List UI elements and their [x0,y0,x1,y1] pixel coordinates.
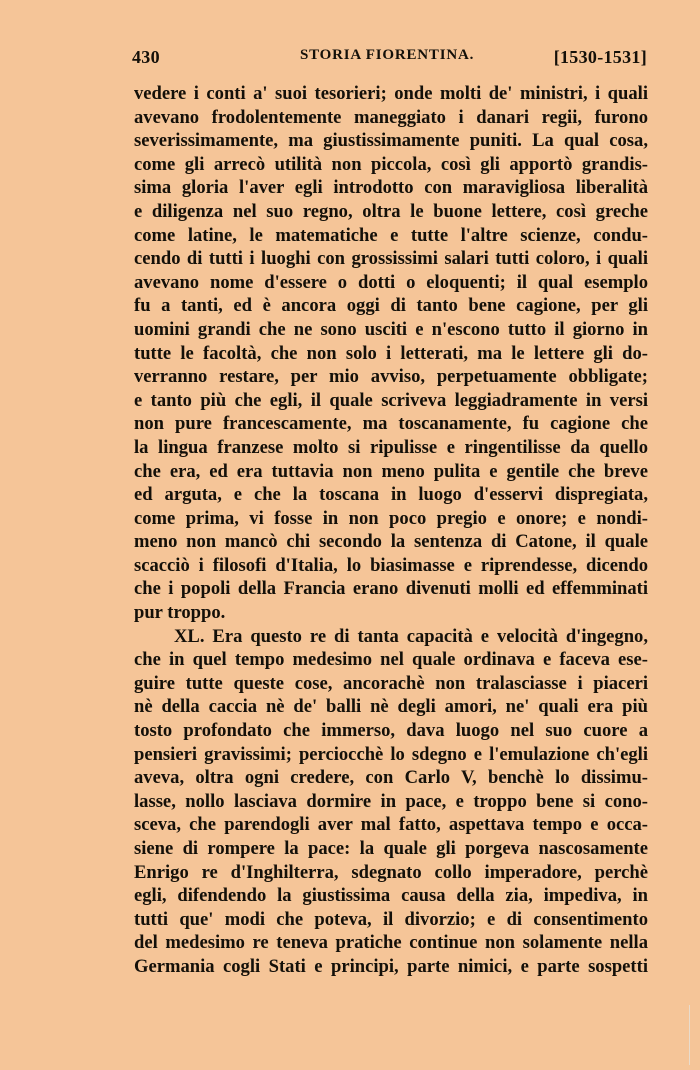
text-line: egli, difendendo la giustissima causa della zia, impediva, in [134,885,648,907]
text-line: guire tutte queste cose, ancorachè non tralasciasse i piaceri [134,672,648,694]
text-line: tosto profondato che immerso, dava luogo nel suo cuore a [134,720,648,742]
text-line: pensieri gravissimi; perciocchè lo sdegno e l'emulazione ch'egli [134,743,648,765]
text-line: che era, ed era tuttavia non meno pulita e gentile che breve [134,460,648,482]
text-line: siene di rompere la pace: la quale gli porgeva nascosamente [134,838,648,859]
text-line: del medesimo re teneva pratiche continue non solamente nella [134,932,648,954]
text-line: la lingua franzese molto si ripulisse e ringentilisse da quello [134,436,648,458]
text-line: vedere i conti a' suoi tesorieri; onde molti de' ministri, i quali [134,83,648,104]
text-line: pur troppo. [134,602,226,624]
page-edge-line [689,1005,690,1065]
paragraph-1 [134,82,648,625]
text-line: nè della caccia nè de' balli nè degli amori, ne' quali era più [134,696,648,718]
text-line: verranno restare, per mio avviso, perpetuamente obbligate; [134,366,648,388]
text-line: che i popoli della Francia erano divenuti molli ed effemminati [134,578,648,600]
text-line: come prima, vi fosse in non poco pregio e onore; e nondi- [134,507,648,529]
page-header [132,47,647,73]
text-line: come latine, le matematiche e tutte l'altre scienze, condu- [134,224,648,246]
text-line: uomini grandi che ne sono usciti e n'escono tutto il giorno in [134,318,648,340]
text-line: e tanto più che egli, il quale scriveva leggiadramente in versi [134,389,648,411]
page-number: 430 [132,47,160,67]
text-line: come gli arrecò utilità non piccola, così gli apportò grandis- [134,153,648,175]
text-line: tutti que' modi che poteva, il divorzio; e di consentimento [134,908,648,930]
text-line: lasse, nollo lasciava dormire in pace, e troppo bene si cono- [134,790,648,812]
text-line: aveva, oltra ogni credere, con Carlo V, benchè lo dissimu- [134,767,648,789]
text-line: avevano nome d'essere o dotti o eloquenti; il qual esemplo [134,271,648,293]
text-line: che in quel tempo medesimo nel quale ordinava e faceva ese- [134,649,648,671]
body-text [134,82,648,979]
text-line: sima gloria l'aver egli introdotto con maravigliosa liberalità [134,177,648,199]
text-line: Enrigo re d'Inghilterra, sdegnato collo imperadore, perchè [134,861,648,883]
text-line: severissimamente, ma giustissimamente puniti. La qual cosa, [134,130,648,152]
text-line: avevano frodolentemente maneggiato i danari regii, furono [134,106,648,128]
text-line: tutte le facoltà, che non solo i letterati, ma le lettere gli do- [134,342,648,364]
text-line: fu a tanti, ed è ancora oggi di tanto bene cagione, per gli [134,295,648,317]
text-line: meno non mancò chi secondo la sentenza di Catone, il quale [134,531,648,553]
text-line: scacciò i filosofi d'Italia, lo biasimasse e riprendesse, dicendo [134,554,648,576]
text-line: cendo di tutti i luoghi con grossissimi salari tutti coloro, i quali [134,248,648,270]
text-line: ed arguta, e che la toscana in luogo d'esservi dispregiata, [134,484,648,506]
text-line: non pure francescamente, ma toscanamente, fu cagione che [134,413,648,435]
running-title: STORIA FIORENTINA. [300,47,475,63]
text-line: Germania cogli Stati e principi, parte nimici, e parte sospetti [134,955,648,977]
text-line: XL. Era questo re di tanta capacità e velocità d'ingegno, [174,625,648,647]
paragraph-2 [134,625,648,979]
date-range: [1530-1531] [553,47,647,67]
text-line: e diligenza nel suo regno, oltra le buone lettere, così greche [134,200,648,222]
text-line: sceva, che parendogli aver mal fatto, aspettava tempo e occa- [134,814,648,836]
